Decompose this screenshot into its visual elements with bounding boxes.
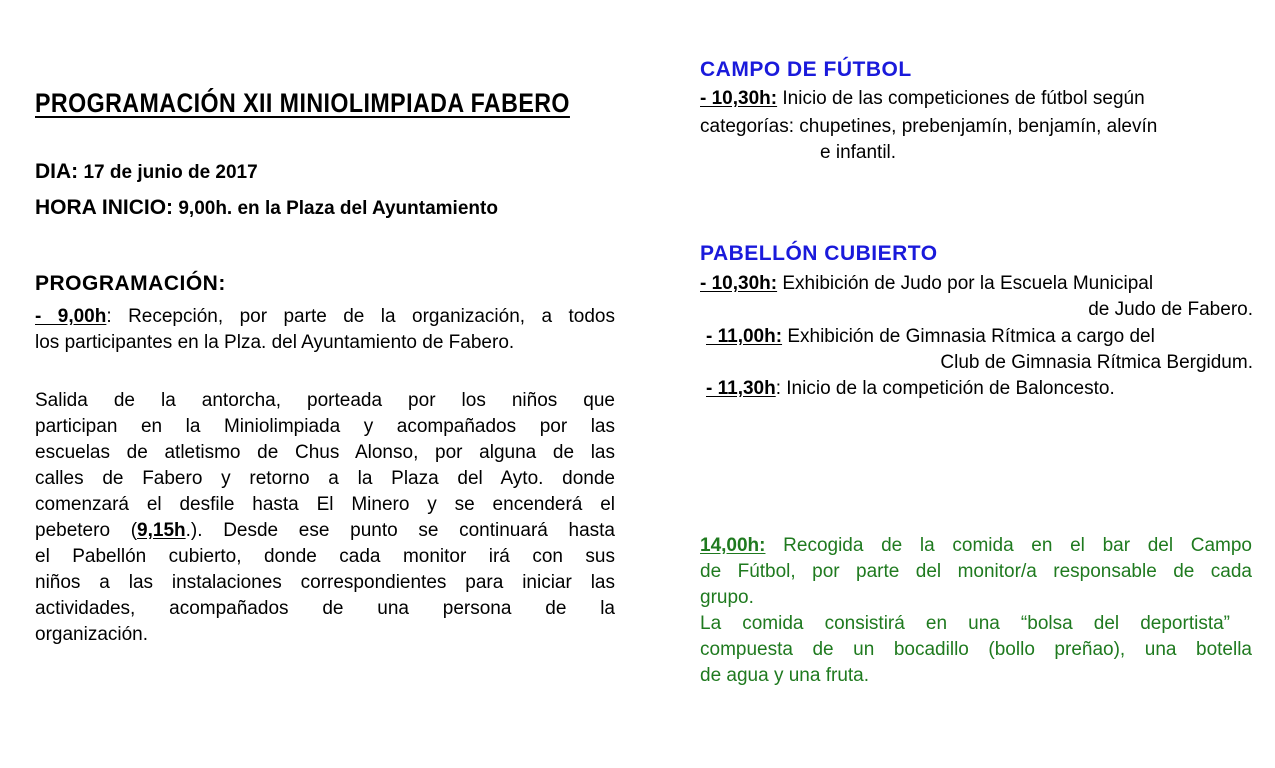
torch-line: comenzará el desfile hasta El Minero y se encenderá el	[35, 494, 615, 515]
comida-line-1	[700, 533, 1252, 559]
pabellon-time-1: - 10,30h:	[700, 273, 778, 294]
comida-time: 14,00h:	[700, 535, 766, 556]
comida-line-5: compuesta de un bocadillo (bollo preñao), una botella	[700, 639, 1252, 660]
torch-paragraph	[35, 388, 615, 648]
reception-line-2: los participantes en la Plza. del Ayuntamiento de Fabero.	[35, 332, 515, 353]
torch-line: escuelas de atletismo de Chus Alonso, por alguna de las	[35, 442, 615, 463]
page-title: PROGRAMACIÓN XII MINIOLIMPIADA FABERO	[35, 88, 570, 118]
pebetero-time: 9,15h	[137, 520, 186, 541]
pabellon-item-2	[706, 324, 1155, 350]
pabellon-time-2: - 11,00h:	[706, 326, 783, 347]
comida-block	[700, 533, 1252, 689]
start-time-line	[35, 196, 498, 220]
reception-time: - 9,00h	[35, 306, 107, 327]
comida-text-1: Recogida de la comida en el bar del Campo	[765, 535, 1252, 556]
reception-text: : Recepción, por parte de la organización, a todos	[106, 306, 615, 327]
pabellon-item-3	[706, 376, 1115, 402]
torch-line: actividades, acompañados de una persona de la	[35, 598, 615, 619]
pabellon-item-2-cont: Club de Gimnasia Rítmica Bergidum.	[940, 352, 1253, 373]
campo-line-2: categorías: chupetines, prebenjamín, benjamín, alevín	[700, 116, 1158, 137]
pabellon-text-3: : Inicio de la competición de Baloncesto.	[775, 378, 1115, 399]
pabellon-text-1: Exhibición de Judo por la Escuela Municipal	[777, 273, 1154, 294]
pabellon-heading: PABELLÓN CUBIERTO	[700, 242, 938, 265]
comida-line-4: La comida consistirá en una “bolsa del deportista”	[700, 613, 1230, 634]
pebetero-post: .). Desde ese punto se continuará hasta	[185, 520, 615, 541]
comida-line-2: de Fútbol, por parte del monitor/a responsable de cada	[700, 561, 1252, 582]
campo-heading: CAMPO DE FÚTBOL	[700, 58, 912, 81]
comida-line-6: de agua y una fruta.	[700, 665, 870, 686]
programacion-body	[35, 304, 615, 356]
date-line	[35, 160, 258, 184]
torch-line: niños a las instalaciones correspondientes para iniciar las	[35, 572, 615, 593]
torch-line: calles de Fabero y retorno a la Plaza del Ayto. donde	[35, 468, 615, 489]
campo-text-1: Inicio de las competiciones de fútbol según	[777, 88, 1145, 109]
campo-time: - 10,30h:	[700, 88, 778, 109]
torch-last-line: organización.	[35, 624, 149, 645]
pabellon-text-2: Exhibición de Gimnasia Rítmica a cargo del	[782, 326, 1155, 347]
pebetero-line	[35, 518, 615, 544]
campo-line-3: e infantil.	[820, 142, 897, 163]
start-time-value: 9,00h. en la Plaza del Ayuntamiento	[178, 198, 498, 219]
reception-line	[35, 304, 615, 330]
date-value: 17 de junio de 2017	[83, 162, 258, 183]
torch-line: el Pabellón cubierto, donde cada monitor irá con sus	[35, 546, 615, 567]
programacion-heading: PROGRAMACIÓN:	[35, 272, 226, 295]
pabellon-item-1	[700, 271, 1153, 297]
torch-line: participan en la Miniolimpiada y acompañados por las	[35, 416, 615, 437]
pebetero-pre: pebetero (	[35, 520, 138, 541]
campo-line-1	[700, 86, 1145, 112]
pabellon-time-3: - 11,30h	[706, 378, 776, 399]
comida-line-3: grupo.	[700, 587, 754, 608]
start-time-label: HORA INICIO:	[35, 196, 174, 219]
torch-line: Salida de la antorcha, porteada por los niños que	[35, 390, 615, 411]
date-label: DIA:	[35, 160, 79, 183]
pabellon-item-1-cont: de Judo de Fabero.	[1088, 299, 1253, 320]
